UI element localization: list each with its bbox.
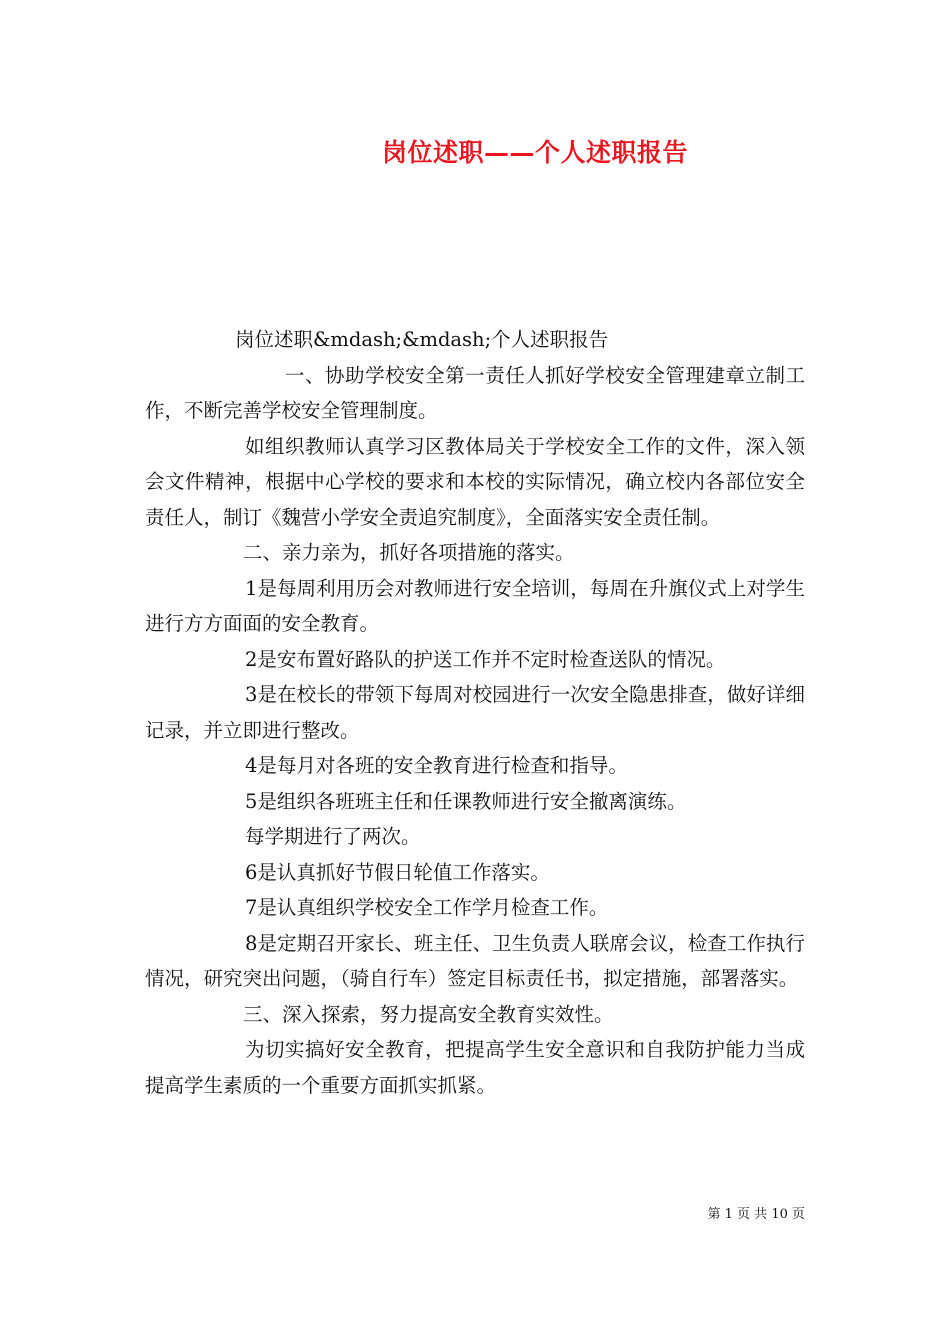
paragraph: 7是认真组织学校安全工作学月检查工作。 [245,896,609,919]
paragraph: 如组织教师认真学习区教体局关于学校安全工作的文件，深入领会文件精神，根据中心学校的要求和本校的实际情况，确立校内各部位安全责任人，制订《魏营小学安全责追究制度》，全面落实安全责任制。 [145,434,805,529]
paragraph: 1是每周利用历会对教师进行安全培训，每周在升旗仪式上对学生进行方方面面的安全教育。 [145,576,805,635]
paragraph: 每学期进行了两次。 [245,825,421,848]
paragraph-heading: 岗位述职&mdash;&mdash;个人述职报告 [235,328,609,351]
paragraph: 6是认真抓好节假日轮值工作落实。 [245,860,550,884]
paragraph: 4是每月对各班的安全教育进行检查和指导。 [245,754,628,777]
paragraph: 5是组织各班班主任和任课教师进行安全撤离演练。 [245,789,687,813]
paragraph: 3是在校长的带领下每周对校园进行一次安全隐患排查，做好详细记录，并立即进行整改。 [145,683,805,742]
document-body [145,322,805,1103]
page-number-footer: 第 1 页 共 10 页 [707,1207,805,1222]
paragraph: 一、协助学校安全第一责任人抓好学校安全管理建章立制工作，不断完善学校安全管理制度。 [145,363,805,422]
document-title: 岗位述职——个人述职报告 [381,138,688,167]
paragraph: 为切实搞好安全教育，把提高学生安全意识和自我防护能力当成提高学生素质的一个重要方面抓实抓紧。 [145,1038,805,1097]
paragraph: 2是安布置好路队的护送工作并不定时检查送队的情况。 [245,647,726,671]
paragraph: 二、亲力亲为，抓好各项措施的落实。 [243,541,575,564]
paragraph: 8是定期召开家长、班主任、卫生负责人联席会议，检查工作执行情况，研究突出问题，（骑自行车）签定目标责任书，拟定措施，部署落实。 [145,931,805,990]
paragraph: 三、深入探索，努力提高安全教育实效性。 [243,1002,614,1026]
